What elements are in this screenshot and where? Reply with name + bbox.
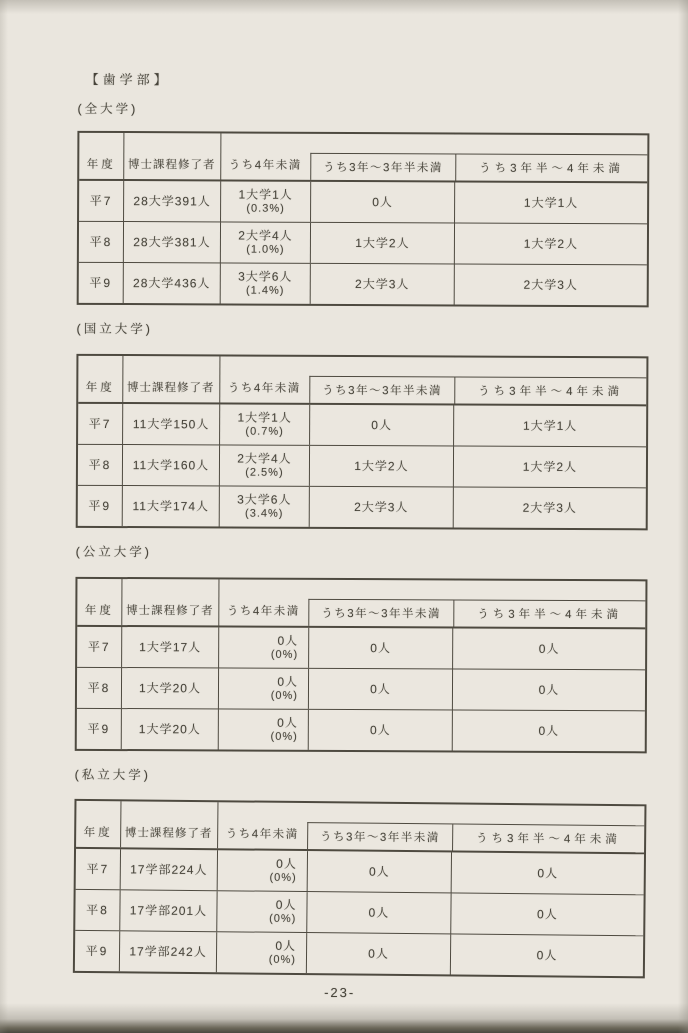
- under4years-count: 1大学1人: [238, 187, 293, 202]
- col-header-3-to-3half: うち3年〜3年半未満: [322, 384, 443, 398]
- year-cell: 平8: [89, 234, 113, 249]
- table-header: [76, 801, 644, 854]
- cell-3half-to-4: 1大学1人: [453, 405, 646, 446]
- completers-cell: 28大学391人: [123, 181, 220, 221]
- table-row: [78, 485, 646, 528]
- col-header-year: 年度: [85, 381, 115, 395]
- col-header-3-to-3half: うち3年〜3年半未満: [319, 831, 440, 845]
- cell-3-to-3half: 0人: [307, 851, 451, 892]
- under4years-count: 2大学4人: [237, 451, 292, 466]
- table-label-public-universities: (公立大学): [75, 544, 152, 560]
- year-cell: 平8: [87, 680, 111, 695]
- table-row: [76, 849, 644, 894]
- cell-3-to-3half: 2大学3人: [310, 264, 454, 305]
- under4years-count: 0人: [276, 856, 297, 871]
- cell-3half-to-4: 0人: [452, 669, 645, 710]
- completers-cell: 11大学150人: [122, 404, 219, 444]
- cell-3half-to-4: 1大学2人: [454, 223, 647, 264]
- col-header-3half-to-4: うち3年半〜4年未満: [454, 377, 647, 404]
- table-row: [75, 930, 643, 976]
- under4years-count: 0人: [277, 674, 299, 689]
- completers-cell: 11大学160人: [122, 445, 219, 485]
- cell-3-to-3half: 0人: [306, 892, 450, 933]
- under4years-count: 0人: [275, 897, 297, 912]
- cell-3-to-3half: 0人: [308, 628, 452, 669]
- header-subgroup: [308, 599, 645, 627]
- col-header-year: 年度: [84, 604, 114, 618]
- under4years-count: 1大学1人: [237, 410, 292, 425]
- year-cell: 平7: [87, 639, 111, 654]
- under4years-percent: (0%): [270, 689, 298, 702]
- under4years-cell: [219, 445, 309, 485]
- under4years-percent: (1.0%): [246, 243, 285, 256]
- under4years-cell: [216, 932, 306, 973]
- table-public-universities: [75, 577, 648, 753]
- under4years-count: 2大学4人: [238, 228, 293, 243]
- table-row: [79, 221, 647, 264]
- cell-3-to-3half: 0人: [310, 182, 454, 223]
- table-header: [79, 133, 647, 183]
- table-row: [78, 404, 646, 446]
- under4years-percent: (1.4%): [246, 284, 285, 297]
- under4years-cell: [218, 668, 308, 708]
- col-header-year: 年度: [86, 158, 116, 172]
- year-cell: 平7: [86, 861, 110, 877]
- under4years-cell: [220, 263, 310, 303]
- year-cell: 平7: [89, 193, 113, 208]
- col-header-under4years: うち4年未満: [226, 605, 300, 618]
- under4years-count: 3大学6人: [237, 492, 292, 507]
- table-row: [77, 708, 645, 751]
- col-header-3-to-3half: うち3年〜3年半未満: [323, 161, 443, 175]
- col-header-3half-to-4: うち3年半〜4年未満: [455, 154, 648, 181]
- cell-3half-to-4: 2大学3人: [453, 487, 646, 528]
- cell-3half-to-4: 1大学1人: [454, 182, 647, 223]
- under4years-count: 0人: [277, 633, 299, 648]
- completers-cell: 1大学17人: [121, 627, 218, 667]
- table-national-universities: [76, 354, 649, 530]
- table-header: [78, 356, 646, 406]
- under4years-count: 0人: [277, 715, 298, 730]
- cell-3half-to-4: 0人: [450, 893, 643, 935]
- under4years-cell: [219, 404, 309, 444]
- under4years-percent: (0.7%): [245, 425, 284, 438]
- year-cell: 平9: [85, 943, 109, 959]
- under4years-cell: [220, 181, 310, 221]
- col-header-under4years: うち4年未満: [228, 159, 302, 172]
- completers-cell: 17学部242人: [119, 931, 216, 972]
- table-label-national-universities: (国立大学): [76, 321, 153, 337]
- cell-3half-to-4: 0人: [452, 628, 645, 669]
- cell-3half-to-4: 0人: [452, 710, 645, 751]
- under4years-cell: [219, 486, 309, 526]
- under4years-cell: [218, 627, 308, 667]
- completers-cell: 17学部224人: [120, 849, 217, 890]
- col-header-completers: 博士課程修了者: [124, 827, 213, 841]
- col-header-completers: 博士課程修了者: [127, 382, 215, 395]
- col-header-under4years: うち4年未満: [227, 382, 301, 395]
- cell-3-to-3half: 0人: [306, 933, 450, 974]
- header-subgroup: [309, 376, 646, 404]
- completers-cell: 28大学436人: [123, 263, 220, 303]
- cell-3-to-3half: 2大学3人: [309, 487, 453, 528]
- under4years-percent: (0%): [269, 912, 297, 925]
- under4years-cell: [218, 709, 308, 749]
- under4years-cell: [217, 850, 307, 891]
- cell-3half-to-4: 2大学3人: [454, 264, 647, 305]
- year-cell: 平9: [88, 498, 112, 513]
- cell-3half-to-4: 0人: [451, 852, 644, 894]
- cell-3-to-3half: 1大学2人: [309, 446, 453, 487]
- year-cell: 平9: [87, 721, 111, 736]
- under4years-percent: (0%): [269, 871, 297, 884]
- cell-3-to-3half: 0人: [308, 669, 452, 710]
- under4years-percent: (0.3%): [246, 202, 285, 215]
- completers-cell: 11大学174人: [122, 486, 219, 526]
- table-label-all-universities: (全大学): [77, 101, 139, 117]
- header-subgroup: [310, 153, 647, 181]
- table-header: [77, 579, 645, 629]
- col-header-completers: 博士課程修了者: [128, 159, 216, 172]
- cell-3half-to-4: 0人: [450, 934, 643, 976]
- cell-3-to-3half: 1大学2人: [310, 223, 454, 264]
- section-title: 【歯学部】: [85, 71, 171, 88]
- under4years-percent: (0%): [268, 953, 297, 966]
- table-label-private-universities: (私立大学): [74, 767, 151, 783]
- cell-3half-to-4: 1大学2人: [453, 446, 646, 487]
- under4years-percent: (0%): [270, 648, 299, 661]
- year-cell: 平8: [88, 457, 112, 472]
- table-row: [75, 889, 643, 935]
- table-private-universities: [73, 799, 647, 978]
- col-header-3half-to-4: うち3年半〜4年未満: [453, 600, 646, 627]
- table-row: [77, 667, 645, 710]
- page-number: -23-: [324, 984, 356, 1001]
- under4years-percent: (2.5%): [245, 466, 284, 479]
- year-cell: 平8: [86, 902, 109, 918]
- completers-cell: 28大学381人: [123, 222, 220, 262]
- year-cell: 平7: [88, 416, 112, 431]
- completers-cell: 17学部201人: [119, 890, 216, 931]
- cell-3-to-3half: 0人: [308, 710, 452, 751]
- year-cell: 平9: [89, 275, 113, 290]
- under4years-count: 0人: [275, 938, 297, 953]
- table-row: [79, 262, 647, 305]
- under4years-percent: (3.4%): [245, 507, 284, 520]
- col-header-under4years: うち4年未満: [225, 828, 299, 841]
- header-subgroup: [307, 822, 644, 852]
- table-row: [77, 627, 645, 669]
- completers-cell: 1大学20人: [121, 668, 218, 708]
- col-header-3half-to-4: うち3年半〜4年未満: [452, 824, 645, 852]
- col-header-year: 年度: [83, 826, 113, 840]
- under4years-percent: (0%): [270, 730, 298, 743]
- under4years-count: 3大学6人: [238, 269, 293, 284]
- table-row: [79, 181, 647, 223]
- col-header-completers: 博士課程修了者: [126, 605, 214, 618]
- table-all-universities: [77, 131, 650, 307]
- under4years-cell: [220, 222, 310, 262]
- table-row: [78, 444, 646, 487]
- completers-cell: 1大学20人: [121, 709, 218, 749]
- col-header-3-to-3half: うち3年〜3年半未満: [321, 607, 442, 621]
- under4years-cell: [216, 891, 306, 932]
- cell-3-to-3half: 0人: [309, 405, 453, 446]
